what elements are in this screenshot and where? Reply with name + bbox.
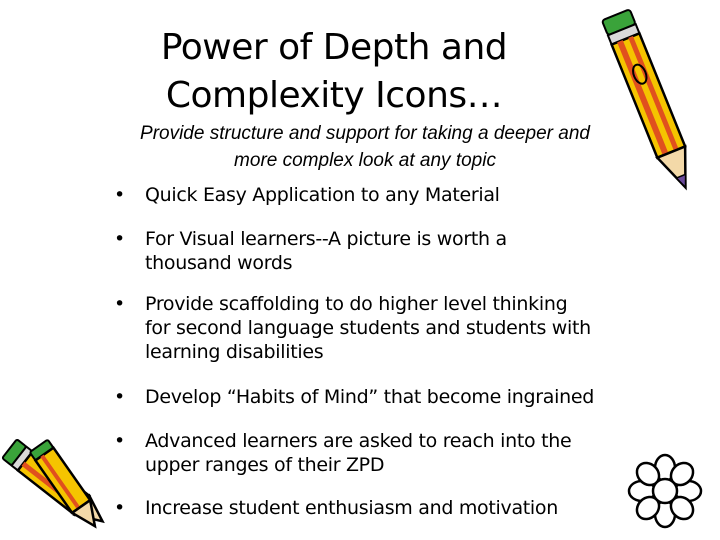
bullet-item bbox=[112, 496, 652, 520]
bullet-marker: • bbox=[114, 293, 125, 315]
pencil-icon bbox=[596, 2, 706, 207]
bullet-marker: • bbox=[114, 497, 125, 519]
pencil-icon bbox=[0, 432, 112, 538]
bullet-marker: • bbox=[114, 386, 125, 408]
title-line: Complexity Icons… bbox=[165, 75, 503, 116]
title-line: Power of Depth and bbox=[160, 27, 508, 68]
slide-subtitle bbox=[60, 120, 670, 174]
slide-title bbox=[0, 24, 668, 120]
bullet-marker: • bbox=[114, 430, 125, 452]
subtitle-line: Provide structure and support for taking a deeper and bbox=[140, 123, 590, 144]
bullet-text: Provide scaffolding to do higher level thinking for second language students and students with learning disabilities bbox=[145, 293, 591, 363]
bullet-text: Quick Easy Application to any Material bbox=[145, 184, 500, 206]
bullet-text: Advanced learners are asked to reach into the upper ranges of their ZPD bbox=[145, 430, 572, 476]
bullet-item bbox=[112, 429, 652, 477]
flower-icon bbox=[626, 452, 704, 530]
bullet-marker: • bbox=[114, 228, 125, 250]
bullet-text: Increase student enthusiasm and motivation bbox=[145, 497, 558, 519]
subtitle-line: more complex look at any topic bbox=[234, 150, 496, 171]
bullet-item bbox=[112, 385, 652, 409]
bullet-item bbox=[112, 183, 652, 207]
bullet-text: For Visual learners--A picture is worth a thousand words bbox=[145, 228, 507, 274]
bullet-item bbox=[112, 292, 652, 364]
bullet-marker: • bbox=[114, 184, 125, 206]
bullet-item bbox=[112, 227, 652, 275]
bullet-text: Develop “Habits of Mind” that become ingrained bbox=[145, 386, 594, 408]
